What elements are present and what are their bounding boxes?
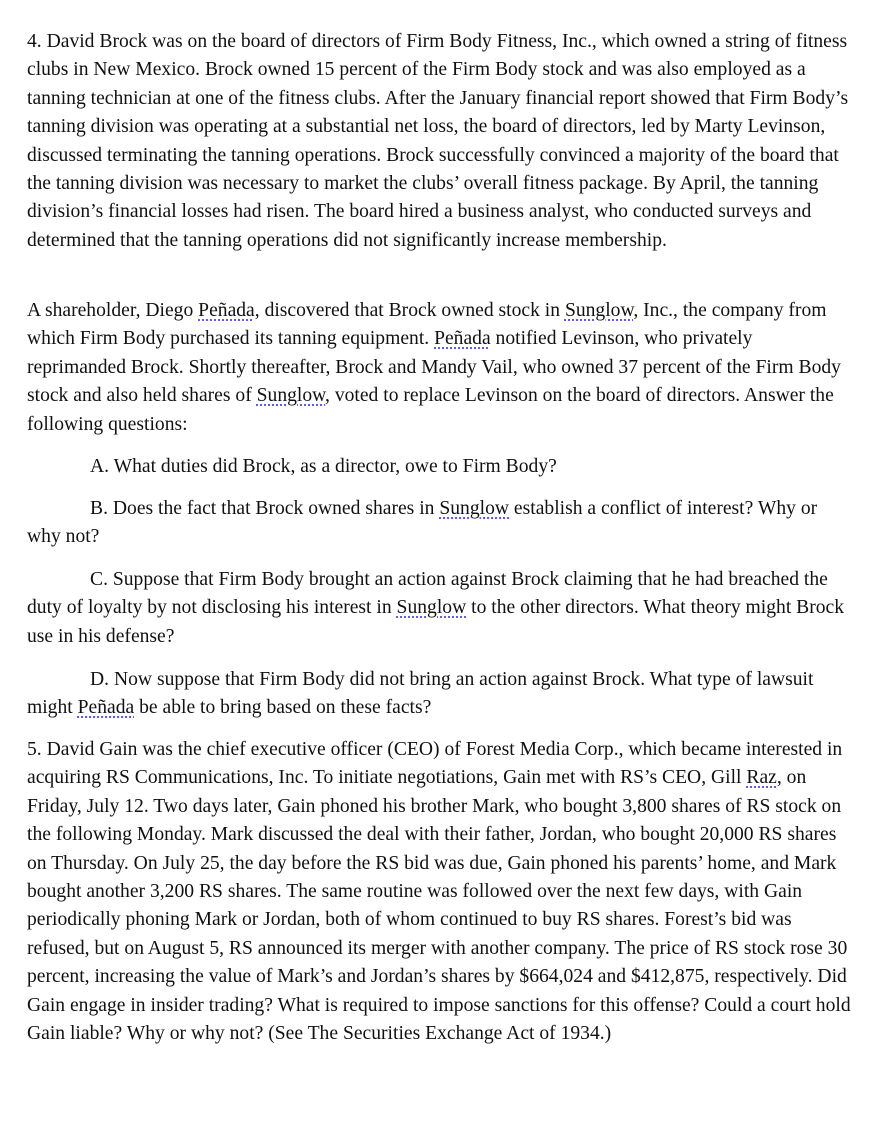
question-4b — [27, 495, 855, 552]
text-run: , on Friday, July 12. Two days later, Gain phoned his brother Mark, who bought 3,800 shares of RS stock on the following Monday. Mark discussed the deal with their father, Jordan, who bought 20,000 RS shares on Thursday. On July 25, the day before the RS bid was due, Gain phoned his parents’ home, and Mark bought another 3,200 RS shares. The same routine was followed over the next few days, with Gain periodically phoning Mark or Jordan, both of whom continued to buy RS shares. Forest’s bid was refused, but on August 5, RS announced its merger with another company. The price of RS stock rose 30 percent, increasing the value of Mark’s and Jordan’s shares by $664,024 and $412,875, respectively. Did Gain engage in insider trading? What is required to impose sanctions for this offense? Could a court hold Gain liable? Why or why not? (See The Securities Exchange Act of 1934.) — [27, 767, 851, 1045]
text-run: be able to bring based on these facts? — [134, 697, 432, 719]
spellcheck-word: Raz — [746, 767, 777, 789]
question-4-paragraph-2 — [27, 297, 855, 439]
spellcheck-word: Peñada — [198, 300, 255, 321]
text-run: C. Suppose that Firm Body brought an action against Brock claiming that he had breached the duty of loyalty by not disclosing his interest in — [27, 569, 828, 619]
question-4-intro: 4. David Brock was on the board of directors of Firm Body Fitness, Inc., which owned a string of fitness clubs in New Mexico. Brock owned 15 percent of the Firm Body stock and was also employed as a tanning technician at one of the fitness clubs. After the January financial report showed that Firm Body’s tanning division was operating at a substantial net loss, the board of directors, led by Marty Levinson, discussed terminating the tanning operations. Brock successfully convinced a majority of the board that the tanning division was necessary to market the clubs’ overall fitness package. By April, the tanning division’s financial losses had risen. The board hired a business analyst, who conducted surveys and determined that the tanning operations did not significantly increase membership. — [27, 31, 849, 251]
text-run: establish a conflict of interest? Why or why not? — [27, 498, 818, 548]
spellcheck-word: Sunglow — [256, 385, 326, 407]
question-5 — [27, 736, 855, 1048]
spellcheck-word: Sunglow — [564, 300, 634, 321]
text-run: , discovered that Brock owned stock in — [254, 300, 565, 321]
spellcheck-word: Peñada — [77, 697, 135, 719]
spellcheck-word: Sunglow — [396, 597, 467, 619]
text-run: notified Levinson, who privately reprimanded Brock. Shortly thereafter, Brock and Mandy Vail, who owned 37 percent of the Firm Body stock and also held shares of — [27, 328, 841, 407]
text-run: to the other directors. What theory might Brock use in his defense? — [27, 597, 845, 647]
text-run: , Inc., the company from which Firm Body purchased its tanning equipment. — [27, 300, 827, 350]
question-4d — [27, 666, 855, 723]
text-run: B. Does the fact that Brock owned shares in — [90, 498, 440, 519]
spellcheck-word: Sunglow — [439, 498, 510, 519]
text-run: 5. David Gain was the chief executive officer (CEO) of Forest Media Corp., which became interested in acquiring RS Communications, Inc. To initiate negotiations, Gain met with RS’s CEO, Gill — [27, 739, 843, 789]
question-4a: A. What duties did Brock, as a director, owe to Firm Body? — [90, 456, 557, 477]
spellcheck-word: Peñada — [434, 328, 491, 350]
question-4c — [27, 566, 855, 651]
text-run: D. Now suppose that Firm Body did not bring an action against Brock. What type of lawsuit might — [27, 669, 814, 719]
text-run: A shareholder, Diego — [27, 300, 199, 321]
text-run: , voted to replace Levinson on the board of directors. Answer the following questions: — [27, 385, 834, 435]
